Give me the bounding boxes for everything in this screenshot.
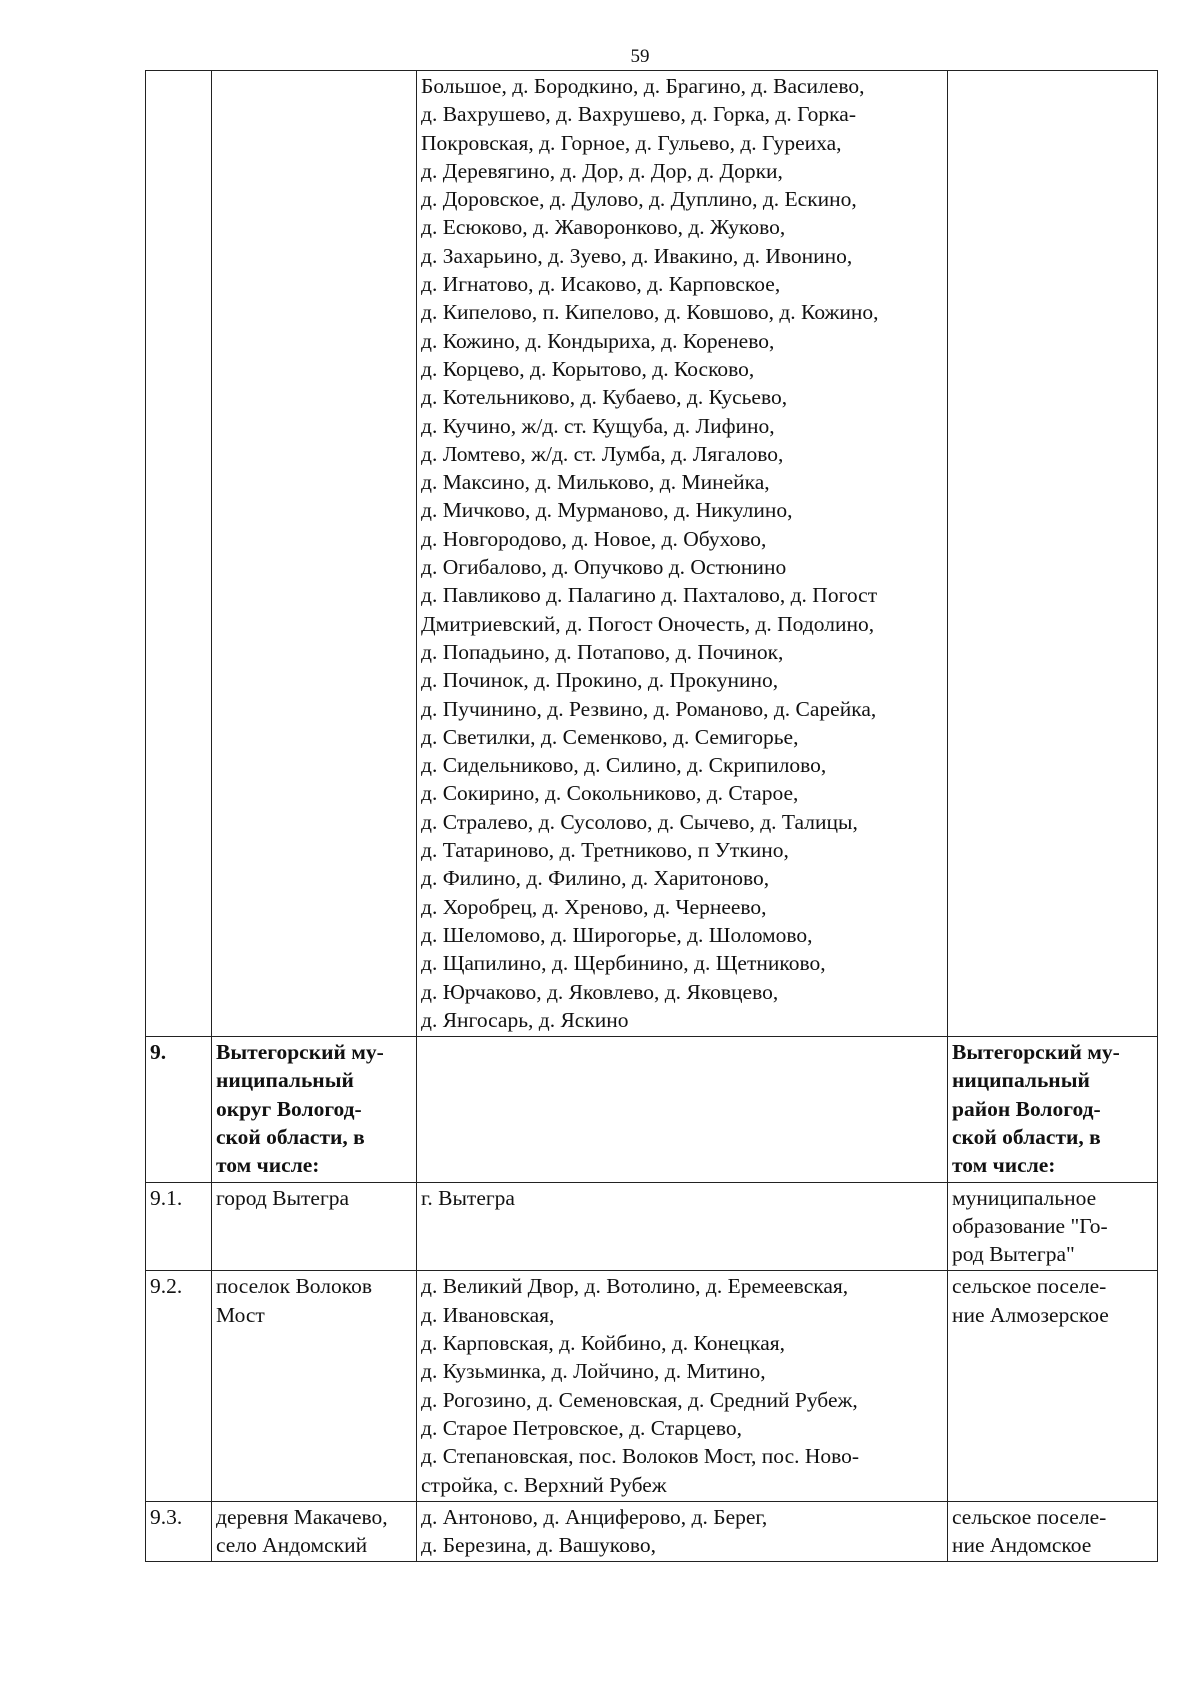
settlement-line: д. Хоробрец, д. Хреново, д. Чернеево,: [421, 894, 767, 919]
settlement-line: Большое, д. Бородкино, д. Брагино, д. Василево,: [421, 74, 865, 98]
cell-text-line: д. Великий Двор, д. Вотолино, д. Еремеевская,: [421, 1274, 849, 1299]
settlements-cell: [417, 1271, 948, 1501]
municipality-name-cell: [212, 1501, 417, 1562]
cell-text-line: д. Старое Петровское, д. Старцево,: [421, 1415, 742, 1440]
cell-text-line: том числе:: [952, 1153, 1056, 1178]
table-row: [146, 71, 1158, 1037]
cell-text-line: д. Березина, д. Вашуково,: [421, 1533, 657, 1558]
settlement-line: д. Максино, д. Мильково, д. Минейка,: [421, 470, 770, 495]
cell-text-line: село Андомский: [216, 1533, 368, 1558]
cell-text-line: д. Антоново, д. Анциферово, д. Берег,: [421, 1504, 768, 1529]
former-municipality-cell: [948, 1037, 1158, 1182]
settlements-table: [145, 70, 1158, 1562]
cell-text-line: род Вытегра": [952, 1242, 1075, 1267]
row-number-cell: 9.3.: [146, 1501, 212, 1562]
cell-text-line: д. Рогозино, д. Семеновская, д. Средний Рубеж,: [421, 1387, 858, 1412]
cell-text-line: муниципальное: [952, 1185, 1097, 1210]
settlement-line: д. Сидельниково, д. Силино, д. Скрипилово,: [421, 753, 827, 778]
settlement-line: д. Пучинино, д. Резвино, д. Романово, д. Сарейка,: [421, 696, 877, 721]
page-number: 59: [630, 46, 650, 67]
settlement-line: д. Янгосарь, д. Яскино: [421, 1007, 629, 1032]
cell-text-line: том числе:: [216, 1153, 320, 1178]
table-row: [146, 1271, 1158, 1501]
settlements-cell: [417, 71, 948, 1037]
cell-text-line: д. Степановская, пос. Волоков Мост, пос. Ново-: [421, 1444, 860, 1469]
settlement-line: д. Мичково, д. Мурманово, д. Никулино,: [421, 498, 793, 523]
settlement-line: д. Захарьино, д. Зуево, д. Ивакино, д. Ивонино,: [421, 243, 853, 268]
settlements-cell: [417, 1182, 948, 1271]
settlement-line: д. Игнатово, д. Исаково, д. Карповское,: [421, 272, 781, 297]
cell-text-line: поселок Волоков: [216, 1274, 372, 1299]
municipality-name-cell: [212, 1182, 417, 1271]
cell-text-line: сельское поселе-: [952, 1504, 1107, 1529]
settlement-line: д. Котельниково, д. Кубаево, д. Кусьево,: [421, 385, 788, 410]
cell-text-line: город Вытегра: [216, 1185, 350, 1210]
cell-text-line: Вытегорский му-: [216, 1040, 384, 1065]
cell-text-line: ние Андомское: [952, 1533, 1092, 1558]
cell-text-line: образование "Го-: [952, 1213, 1108, 1238]
settlement-line: д. Доровское, д. Дулово, д. Дуплино, д. Ескино,: [421, 187, 857, 212]
cell-text-line: д. Карповская, д. Койбино, д. Конецкая,: [421, 1331, 786, 1356]
settlement-line: д. Кипелово, п. Кипелово, д. Ковшово, д. Кожино,: [421, 300, 879, 325]
settlement-line: д. Есюково, д. Жаворонково, д. Жуково,: [421, 215, 786, 240]
cell-text-line: округ Вологод-: [216, 1096, 362, 1121]
cell-text-line: район Вологод-: [952, 1096, 1101, 1121]
settlement-line: д. Кожино, д. Кондыриха, д. Коренево,: [421, 328, 775, 353]
municipality-name-cell: [212, 1271, 417, 1501]
settlement-line: д. Татариново, д. Третниково, п Уткино,: [421, 838, 789, 863]
settlement-line: Покровская, д. Горное, д. Гульево, д. Гуреиха,: [421, 130, 842, 155]
settlement-line: д. Сокирино, д. Сокольниково, д. Старое,: [421, 781, 799, 806]
settlement-line: Дмитриевский, д. Погост Оночесть, д. Подолино,: [421, 611, 875, 636]
settlement-line: д. Филино, д. Филино, д. Харитоново,: [421, 866, 770, 891]
former-municipality-cell: [948, 71, 1158, 1037]
table-row: [146, 1037, 1158, 1182]
settlement-line: д. Вахрушево, д. Вахрушево, д. Горка, д. Горка-: [421, 102, 856, 127]
row-number-cell: 9.1.: [146, 1182, 212, 1271]
cell-text-line: д. Ивановская,: [421, 1302, 555, 1327]
settlement-line: д. Шеломово, д. Широгорье, д. Шоломово,: [421, 922, 813, 947]
settlement-line: д. Щапилино, д. Щербинино, д. Щетниково,: [421, 951, 826, 976]
settlement-line: д. Огибалово, д. Опучково д. Остюнино: [421, 555, 787, 580]
row-number-cell: 9.2.: [146, 1271, 212, 1501]
cell-text-line: д. Кузьминка, д. Лойчино, д. Митино,: [421, 1359, 766, 1384]
former-municipality-cell: [948, 1271, 1158, 1501]
former-municipality-cell: [948, 1501, 1158, 1562]
row-number-cell: [146, 71, 212, 1037]
cell-text-line: ской области, в: [216, 1124, 365, 1149]
cell-text-line: стройка, с. Верхний Рубеж: [421, 1472, 667, 1497]
settlement-line: д. Светилки, д. Семенково, д. Семигорье,: [421, 724, 799, 749]
table-row: [146, 1501, 1158, 1562]
cell-text-line: ниципальный: [216, 1068, 354, 1093]
cell-text-line: ние Алмозерское: [952, 1302, 1109, 1327]
settlement-line: д. Попадьино, д. Потапово, д. Починок,: [421, 639, 784, 664]
cell-text-line: сельское поселе-: [952, 1274, 1107, 1299]
cell-text-line: ниципальный: [952, 1068, 1090, 1093]
former-municipality-cell: [948, 1182, 1158, 1271]
settlement-line: д. Юрчаково, д. Яковлево, д. Яковцево,: [421, 979, 779, 1004]
municipality-name-cell: [212, 1037, 417, 1182]
settlement-line: д. Новгородово, д. Новое, д. Обухово,: [421, 526, 767, 551]
settlement-line: д. Кучино, ж/д. ст. Кущуба, д. Лифино,: [421, 413, 775, 438]
table-row: [146, 1182, 1158, 1271]
municipality-name-cell: [212, 71, 417, 1037]
settlement-line: д. Деревягино, д. Дор, д. Дор, д. Дорки,: [421, 158, 783, 183]
cell-text-line: г. Вытегра: [421, 1185, 515, 1210]
cell-text-line: ской области, в: [952, 1124, 1101, 1149]
settlement-line: д. Павликово д. Палагино д. Пахталово, д. Погост: [421, 583, 878, 608]
settlements-cell: [417, 1501, 948, 1562]
row-number-cell: 9.: [146, 1037, 212, 1182]
cell-text-line: Мост: [216, 1302, 265, 1327]
cell-text-line: Вытегорский му-: [952, 1040, 1120, 1065]
settlement-line: д. Корцево, д. Корытово, д. Косково,: [421, 356, 755, 381]
settlement-line: д. Ломтево, ж/д. ст. Лумба, д. Лягалово,: [421, 441, 784, 466]
settlement-line: д. Починок, д. Прокино, д. Прокунино,: [421, 668, 779, 693]
settlements-cell: [417, 1037, 948, 1182]
settlement-line: д. Стралево, д. Сусолово, д. Сычево, д. Талицы,: [421, 809, 858, 834]
cell-text-line: деревня Макачево,: [216, 1504, 388, 1529]
